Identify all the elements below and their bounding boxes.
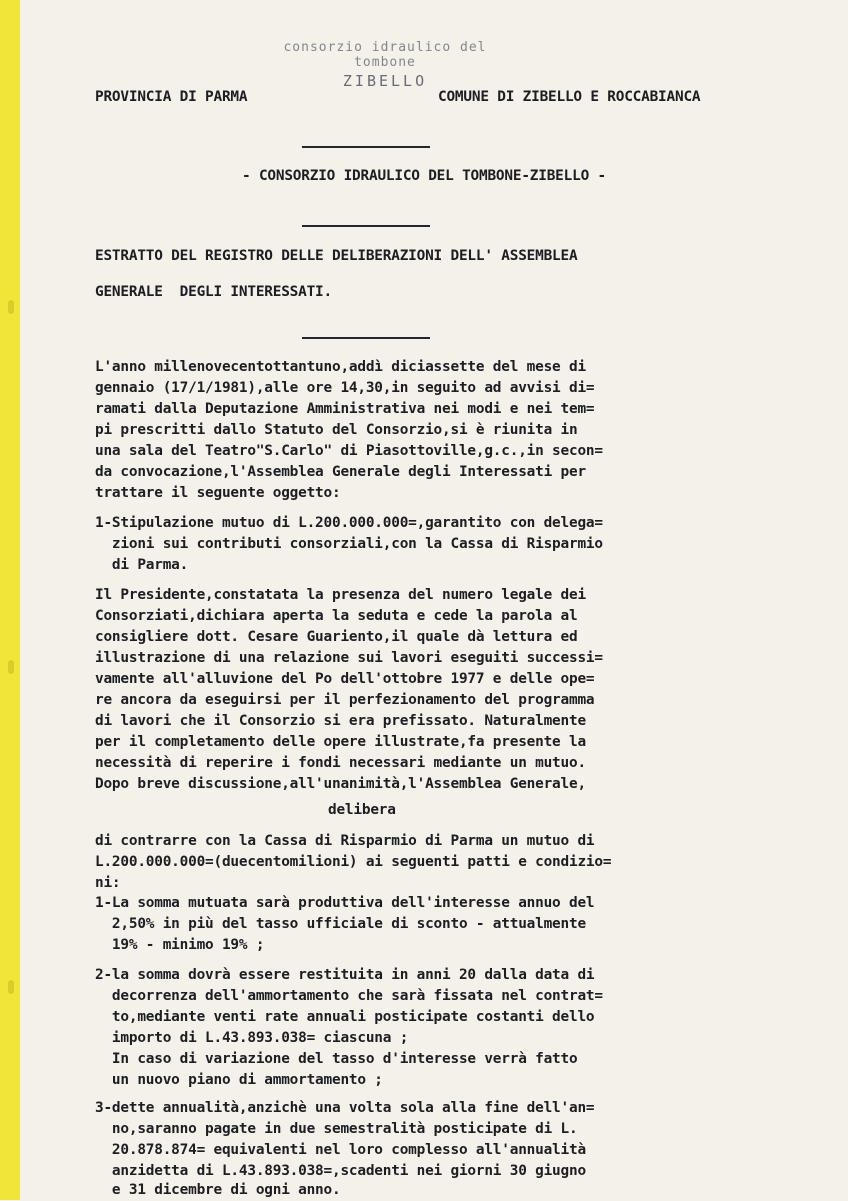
subtitle-line: GENERALE DEGLI INTERESSATI. (95, 284, 332, 300)
text-line: no,saranno pagate in due semestralità posticipate di L. (95, 1121, 578, 1137)
text-line: consigliere dott. Cesare Guariento,il quale dà lettura ed (95, 629, 578, 645)
text-line: decorrenza dell'ammortamento che sarà fissata nel contrat= (95, 988, 603, 1004)
text-line: gennaio (17/1/1981),alle ore 14,30,in seguito ad avvisi di= (95, 380, 595, 396)
divider (302, 337, 430, 339)
text-line: Dopo breve discussione,all'unanimità,l'Assemblea Generale, (95, 776, 586, 792)
subtitle-line: ESTRATTO DEL REGISTRO DELLE DELIBERAZIONI DELL' ASSEMBLEA (95, 248, 578, 264)
text-line: una sala del Teatro"S.Carlo" di Piasottoville,g.c.,in secon= (95, 443, 603, 459)
text-line: da convocazione,l'Assemblea Generale degli Interessati per (95, 464, 586, 480)
text-line: 19% - minimo 19% ; (95, 937, 265, 953)
text-line: importo di L.43.893.038= ciascuna ; (95, 1030, 409, 1046)
text-line: In caso di variazione del tasso d'interesse verrà fatto (95, 1051, 578, 1067)
consortium-stamp (250, 40, 520, 90)
text-line: to,mediante venti rate annuali posticipate costanti dello (95, 1009, 595, 1025)
text-line: Consorziati,dichiara aperta la seduta e cede la parola al (95, 608, 578, 624)
text-line: e 31 dicembre di ogni anno. (95, 1182, 341, 1198)
text-line: 2,50% in più del tasso ufficiale di sconto - attualmente (95, 916, 586, 932)
binding-hole (8, 660, 14, 674)
text-line: vamente all'alluvione del Po dell'ottobre 1977 e delle ope= (95, 671, 595, 687)
text-line: di Parma. (95, 557, 189, 573)
text-line: 3-dette annualità,anzichè una volta sola alla fine dell'an= (95, 1100, 595, 1116)
binding-hole (8, 300, 14, 314)
text-line: 20.878.874= equivalenti nel loro complesso all'annualità (95, 1142, 586, 1158)
text-line: pi prescritti dallo Statuto del Consorzio,si è riunita in (95, 422, 578, 438)
divider (302, 225, 430, 227)
stamp-line: ZIBELLO (342, 72, 428, 90)
text-line: 1-La somma mutuata sarà produttiva dell'interesse annuo del (95, 895, 595, 911)
delibera-heading: delibera (328, 802, 396, 818)
document-page (20, 0, 848, 1200)
yellow-binding-strip (0, 0, 20, 1200)
text-line: 1-Stipulazione mutuo di L.200.000.000=,garantito con delega= (95, 515, 603, 531)
text-line: 2-la somma dovrà essere restituita in anni 20 dalla data di (95, 967, 595, 983)
text-line: re ancora da eseguirsi per il perfezionamento del programma (95, 692, 595, 708)
header-province: PROVINCIA DI PARMA (95, 89, 248, 105)
stamp-line: consorzio idraulico del tombone (283, 40, 487, 70)
text-line: Il Presidente,constatata la presenza del numero legale dei (95, 587, 586, 603)
text-line: per il completamento delle opere illustrate,fa presente la (95, 734, 586, 750)
text-line: ni: (95, 875, 121, 891)
text-line: ramati dalla Deputazione Amministrativa nei modi e nei tem= (95, 401, 595, 417)
text-line: L.200.000.000=(duecentomilioni) ai seguenti patti e condizio= (95, 854, 612, 870)
text-line: L'anno millenovecentottantuno,addì diciassette del mese di (95, 359, 586, 375)
text-line: trattare il seguente oggetto: (95, 485, 341, 501)
document-title: - CONSORZIO IDRAULICO DEL TOMBONE-ZIBELLO - (242, 168, 606, 184)
text-line: illustrazione di una relazione sui lavori eseguiti successi= (95, 650, 603, 666)
header-municipality: COMUNE DI ZIBELLO E ROCCABIANCA (438, 89, 701, 105)
text-line: anzidetta di L.43.893.038=,scadenti nei giorni 30 giugno (95, 1163, 586, 1179)
text-line: un nuovo piano di ammortamento ; (95, 1072, 383, 1088)
text-line: zioni sui contributi consorziali,con la Cassa di Risparmio (95, 536, 603, 552)
text-line: necessità di reperire i fondi necessari mediante un mutuo. (95, 755, 586, 771)
divider (302, 146, 430, 148)
text-line: di lavori che il Consorzio si era prefissato. Naturalmente (95, 713, 586, 729)
text-line: di contrarre con la Cassa di Risparmio di Parma un mutuo di (95, 833, 595, 849)
binding-hole (8, 980, 14, 994)
